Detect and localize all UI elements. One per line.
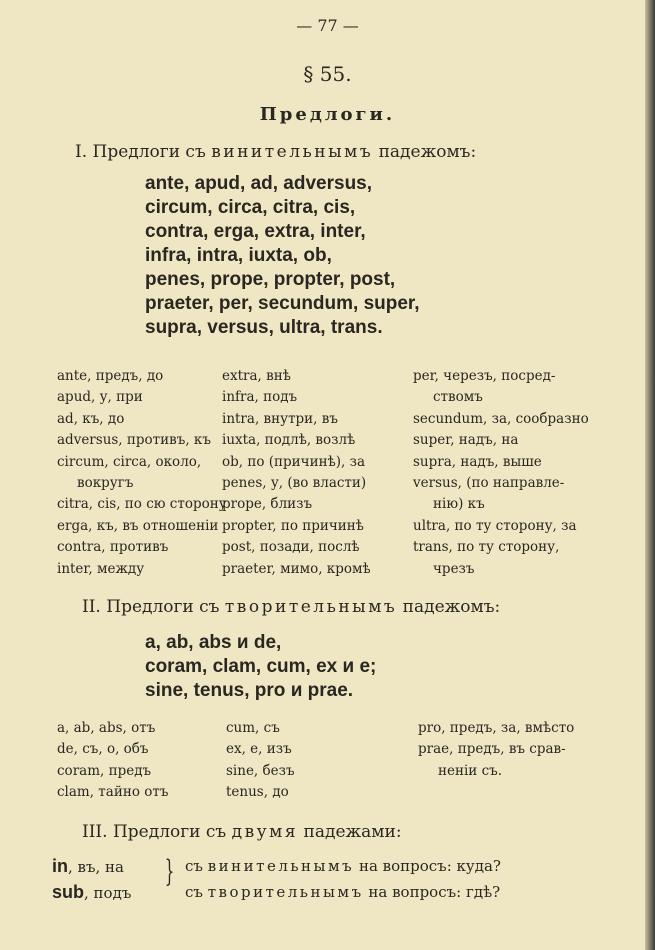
gloss: iuxta, подлѣ, возлѣ xyxy=(222,432,356,449)
gloss: ствомъ xyxy=(433,389,483,406)
latin-line: ante, apud, ad, adversus, xyxy=(145,173,373,194)
rule-text: съ xyxy=(185,883,208,901)
latin-line: coram, clam, cum, ex и e; xyxy=(145,656,377,677)
brace-symbol: } xyxy=(164,854,175,889)
rule-text: на вопросъ: куда? xyxy=(354,857,501,875)
gloss: post, позади, послѣ xyxy=(222,539,360,556)
latin-line: infra, intra, iuxta, ob, xyxy=(145,245,332,266)
part3-rule xyxy=(185,857,501,875)
page-number: — 77 — xyxy=(296,16,359,35)
gloss: per, черезъ, посред- xyxy=(413,368,556,384)
gloss: praeter, мимо, кромѣ xyxy=(222,560,371,577)
gloss: нію) къ xyxy=(433,496,485,513)
gloss: pro, предъ, за, вмѣсто xyxy=(418,720,575,736)
gloss: extra, внѣ xyxy=(222,368,291,384)
page-edge-shadow xyxy=(645,0,655,950)
gloss: erga, къ, въ отношеніи xyxy=(57,517,219,534)
gloss: intra, внутри, въ xyxy=(222,410,338,427)
part3-row xyxy=(52,856,124,877)
gloss: a, ab, abs, отъ xyxy=(57,720,156,736)
gloss: prope, близъ xyxy=(222,496,313,513)
part2-col2 xyxy=(226,718,295,804)
rule-text: съ xyxy=(185,857,208,875)
latin-word: sub xyxy=(52,882,85,902)
gloss: ad, къ, до xyxy=(57,410,125,427)
gloss: adversus, противъ, къ xyxy=(57,432,211,449)
gloss: propter, по причинѣ xyxy=(222,517,364,534)
gloss: ultra, по ту сторону, за xyxy=(413,517,577,534)
gloss: trans, по ту сторону, xyxy=(413,539,560,556)
latin-word: in xyxy=(52,856,68,876)
gloss: неніи съ. xyxy=(438,762,503,779)
latin-line: sine, tenus, pro и prae. xyxy=(145,680,354,701)
heading-text: падежомъ: xyxy=(397,597,501,617)
gloss: apud, у, при xyxy=(57,389,143,406)
gloss: versus, (по направле- xyxy=(413,475,565,492)
latin-line: a, ab, abs и de, xyxy=(145,632,282,653)
gloss: чрезъ xyxy=(433,560,475,577)
latin-line: supra, versus, ultra, trans. xyxy=(145,317,383,338)
part3-heading xyxy=(82,822,402,842)
gloss: circum, circa, около, xyxy=(57,453,202,470)
translation: , въ, на xyxy=(68,858,125,876)
heading-case: двумя xyxy=(231,822,299,842)
part3-rule xyxy=(185,883,500,901)
part1-latin-list xyxy=(145,172,420,340)
gloss: ex, e, изъ xyxy=(226,741,292,758)
part2-col1 xyxy=(57,718,168,804)
part2-heading xyxy=(82,597,500,617)
heading-text: III. Предлоги съ xyxy=(82,822,232,842)
heading-case: винительнымъ xyxy=(211,142,374,162)
gloss: sine, безъ xyxy=(226,762,295,779)
gloss: cum, съ xyxy=(226,720,280,736)
rule-case: творительнымъ xyxy=(207,883,364,901)
section-number: § 55. xyxy=(303,62,352,86)
part1-col1 xyxy=(57,366,227,580)
gloss: de, съ, о, объ xyxy=(57,741,149,758)
gloss: contra, противъ xyxy=(57,539,169,556)
part1-col3 xyxy=(413,366,589,580)
rule-text: на вопросъ: гдѣ? xyxy=(363,883,501,901)
gloss: citra, cis, по сю сторону xyxy=(57,496,227,513)
part1-col2 xyxy=(222,366,371,580)
heading-case: творительнымъ xyxy=(224,597,398,617)
gloss: вокругъ xyxy=(77,475,134,492)
gloss: penes, у, (во власти) xyxy=(222,475,367,492)
gloss: prae, предъ, въ срав- xyxy=(418,741,566,758)
translation: , подъ xyxy=(84,884,132,902)
rule-case: винительнымъ xyxy=(207,857,355,875)
page-title: Предлоги. xyxy=(259,104,396,125)
gloss: secundum, за, сообразно xyxy=(413,410,589,427)
part2-latin-list xyxy=(145,631,376,703)
gloss: clam, тайно отъ xyxy=(57,784,169,801)
latin-line: praeter, per, secundum, super, xyxy=(145,293,420,314)
gloss: infra, подъ xyxy=(222,389,298,406)
heading-text: падежами: xyxy=(298,822,402,842)
gloss: supra, надъ, выше xyxy=(413,453,542,470)
gloss: coram, предъ xyxy=(57,762,152,779)
heading-text: II. Предлоги съ xyxy=(82,597,225,617)
latin-line: circum, circa, citra, cis, xyxy=(145,197,356,218)
part3-row xyxy=(52,882,131,903)
part1-heading xyxy=(75,142,476,162)
latin-line: contra, erga, extra, inter, xyxy=(145,221,366,242)
heading-text: падежомъ: xyxy=(373,142,477,162)
gloss: inter, между xyxy=(57,560,145,577)
part2-col3 xyxy=(418,718,574,782)
gloss: tenus, до xyxy=(226,784,289,801)
gloss: super, надъ, на xyxy=(413,432,519,449)
heading-text: I. Предлоги съ xyxy=(75,142,212,162)
latin-line: penes, prope, propter, post, xyxy=(145,269,396,290)
gloss: ante, предъ, до xyxy=(57,368,164,384)
gloss: ob, по (причинѣ), за xyxy=(222,453,365,470)
